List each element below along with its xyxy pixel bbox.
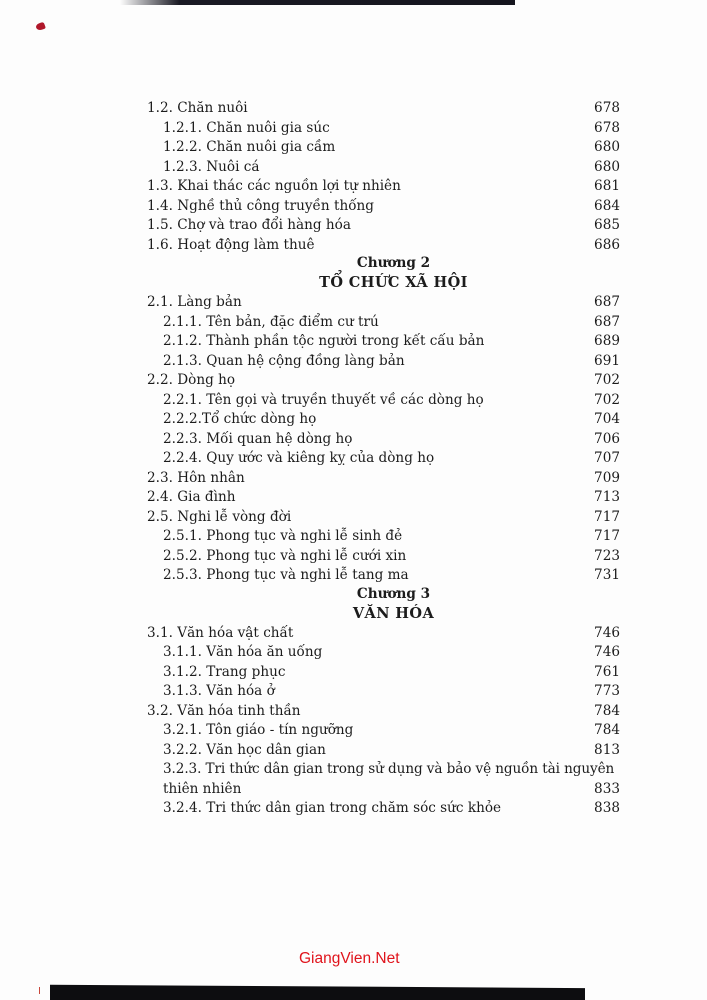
toc-entry-page: 681: [594, 178, 620, 194]
toc-entry[interactable]: [147, 682, 620, 702]
toc-entry-page: 717: [594, 508, 620, 525]
toc-entry[interactable]: [147, 721, 620, 741]
toc-entry-page: 691: [594, 352, 620, 369]
toc-entry-page: 707: [594, 450, 620, 466]
toc-entry-page: 731: [594, 567, 620, 583]
toc-entry-page: 678: [594, 100, 620, 116]
toc-entry[interactable]: [147, 410, 620, 430]
toc-entry-page: 761: [594, 663, 620, 680]
toc-entry-page: 723: [594, 547, 620, 564]
toc-entry-page: 746: [594, 624, 620, 641]
toc-entry-page: 680: [594, 158, 620, 175]
toc-entry-title: 3.2.1. Tôn giáo - tín ngưỡng: [163, 722, 354, 738]
chapter-label: Chương 3: [356, 585, 431, 602]
toc-entry-page: 686: [594, 236, 620, 253]
toc-entry[interactable]: [147, 469, 620, 489]
toc-entry[interactable]: [147, 332, 620, 352]
chapter-title: TỔ CHỨC XÃ HỘI: [319, 274, 468, 291]
toc-entry-title: 1.5. Chợ và trao đổi hàng hóa: [147, 217, 351, 233]
toc-entry-page: 680: [594, 139, 620, 155]
toc-entry-title: 2.2.3. Mối quan hệ dòng họ: [163, 430, 353, 447]
toc-entry-title: 2.1.2. Thành phần tộc người trong kết cấu bản: [163, 333, 485, 349]
toc-entry-title: 1.2.2. Chăn nuôi gia cầm: [163, 139, 336, 155]
toc-entry-title: 1.6. Hoạt động làm thuê: [147, 236, 315, 253]
scan-edge-shadow-bottom: [50, 983, 585, 1000]
toc-entry[interactable]: [147, 158, 620, 178]
toc-entry-title: 1.2. Chăn nuôi: [147, 100, 248, 116]
toc-entry-page: 709: [594, 469, 620, 486]
toc-entry-title: 3.1.2. Trang phục: [163, 663, 286, 680]
toc-entry-title: 2.3. Hôn nhân: [147, 469, 245, 486]
toc-entry-title: 2.1.3. Quan hệ cộng đồng làng bản: [163, 352, 405, 369]
toc-entry-page: 838: [594, 800, 620, 816]
toc-entry-page: 706: [594, 430, 620, 447]
toc-entry[interactable]: [147, 508, 620, 528]
toc-entry-title: 2.5.2. Phong tục và nghi lễ cưới xin: [163, 547, 407, 564]
toc-entry[interactable]: [147, 643, 620, 663]
toc-entry[interactable]: [147, 177, 620, 197]
toc-entry-title: 2.5. Nghi lễ vòng đời: [147, 508, 292, 525]
toc-entry[interactable]: [147, 702, 620, 722]
toc-entry-title: 3.1.3. Văn hóa ở: [163, 683, 275, 699]
toc-entry[interactable]: [147, 138, 620, 158]
toc-entry-page: 684: [594, 197, 620, 214]
toc-entry[interactable]: [147, 741, 620, 761]
toc-entry[interactable]: [147, 236, 620, 256]
toc-entry-title: 1.4. Nghề thủ công truyền thống: [147, 197, 374, 214]
toc-entry-page: 713: [594, 489, 620, 505]
toc-entry-title: 2.4. Gia đình: [147, 489, 236, 505]
toc-entry-page: 813: [594, 741, 620, 758]
toc-entry[interactable]: [147, 119, 620, 139]
toc-entry-title: 1.2.1. Chăn nuôi gia súc: [163, 119, 330, 136]
toc-entry-title: 2.5.1. Phong tục và nghi lễ sinh đẻ: [163, 528, 403, 544]
toc-entry[interactable]: [147, 352, 620, 372]
toc-entry-page: 687: [594, 294, 620, 310]
toc-entry-page: 687: [594, 313, 620, 330]
toc-entry-page: 773: [594, 683, 620, 699]
toc-entry-page: 746: [594, 644, 620, 660]
toc-entry[interactable]: [147, 663, 620, 683]
toc-entry-title: 2.2.1. Tên gọi và truyền thuyết về các dòng họ: [163, 391, 484, 408]
toc-entry-title: thiên nhiên: [163, 780, 242, 797]
chapter-title: VĂN HÓA: [352, 604, 435, 622]
toc-entry[interactable]: [147, 624, 620, 644]
toc-entry-title: 2.2. Dòng họ: [147, 372, 236, 388]
toc-entry-title: 1.2.3. Nuôi cá: [163, 158, 260, 175]
toc-entry-title: 3.2.3. Tri thức dân gian trong sử dụng và bảo vệ nguồn tài nguyên: [163, 761, 615, 777]
scan-edge-shadow-top: [120, 0, 515, 5]
toc-entry-page: 685: [594, 217, 620, 233]
toc-entry-title: 2.5.3. Phong tục và nghi lễ tang ma: [163, 567, 409, 583]
toc-entry-title: 2.1. Làng bản: [147, 294, 242, 310]
toc-entry-page: 833: [594, 780, 620, 797]
watermark-link[interactable]: GiangVien.Net: [299, 950, 400, 967]
toc-entry-page: 784: [594, 722, 620, 738]
toc-entry[interactable]: [147, 371, 620, 391]
toc-entry-title: 2.1.1. Tên bản, đặc điểm cư trú: [163, 313, 379, 330]
toc-entry-title: 2.2.2.Tổ chức dòng họ: [163, 411, 317, 427]
toc-entry[interactable]: [147, 216, 620, 236]
chapter-label: Chương 2: [356, 255, 431, 271]
ink-mark: [39, 987, 40, 994]
toc-entry[interactable]: [147, 430, 620, 450]
toc-entry-title: 3.2. Văn hóa tinh thần: [147, 702, 301, 719]
toc-entry-page: 702: [594, 372, 620, 388]
table-of-contents: [147, 99, 620, 819]
toc-entry[interactable]: [147, 197, 620, 217]
toc-entry[interactable]: [147, 799, 620, 819]
toc-entry-page: 717: [594, 528, 620, 544]
toc-entry[interactable]: [147, 547, 620, 567]
toc-entry[interactable]: [147, 760, 620, 780]
toc-entry-title: 2.2.4. Quy ước và kiêng kỵ của dòng họ: [163, 450, 435, 466]
toc-entry[interactable]: [147, 99, 620, 119]
toc-entry-continuation[interactable]: [147, 780, 620, 800]
toc-entry-title: 3.1. Văn hóa vật chất: [147, 624, 294, 641]
toc-entry[interactable]: [147, 313, 620, 333]
toc-entry-page: 704: [594, 411, 620, 427]
toc-entry[interactable]: [147, 391, 620, 411]
toc-entry-title: 3.2.2. Văn học dân gian: [163, 741, 326, 758]
toc-entry[interactable]: [147, 566, 620, 586]
ink-mark: [35, 22, 46, 32]
toc-entry-page: 784: [594, 702, 620, 719]
toc-entry[interactable]: [147, 488, 620, 508]
toc-entry-title: 3.2.4. Tri thức dân gian trong chăm sóc sức khỏe: [163, 800, 502, 816]
toc-entry[interactable]: [147, 449, 620, 469]
toc-entry-page: 702: [594, 391, 620, 408]
toc-entry-page: 689: [594, 333, 620, 349]
toc-entry-title: 1.3. Khai thác các nguồn lợi tự nhiên: [147, 178, 401, 194]
toc-entry-page: 678: [594, 119, 620, 136]
toc-entry[interactable]: [147, 293, 620, 313]
toc-entry[interactable]: [147, 527, 620, 547]
toc-entry-title: 3.1.1. Văn hóa ăn uống: [163, 644, 323, 660]
